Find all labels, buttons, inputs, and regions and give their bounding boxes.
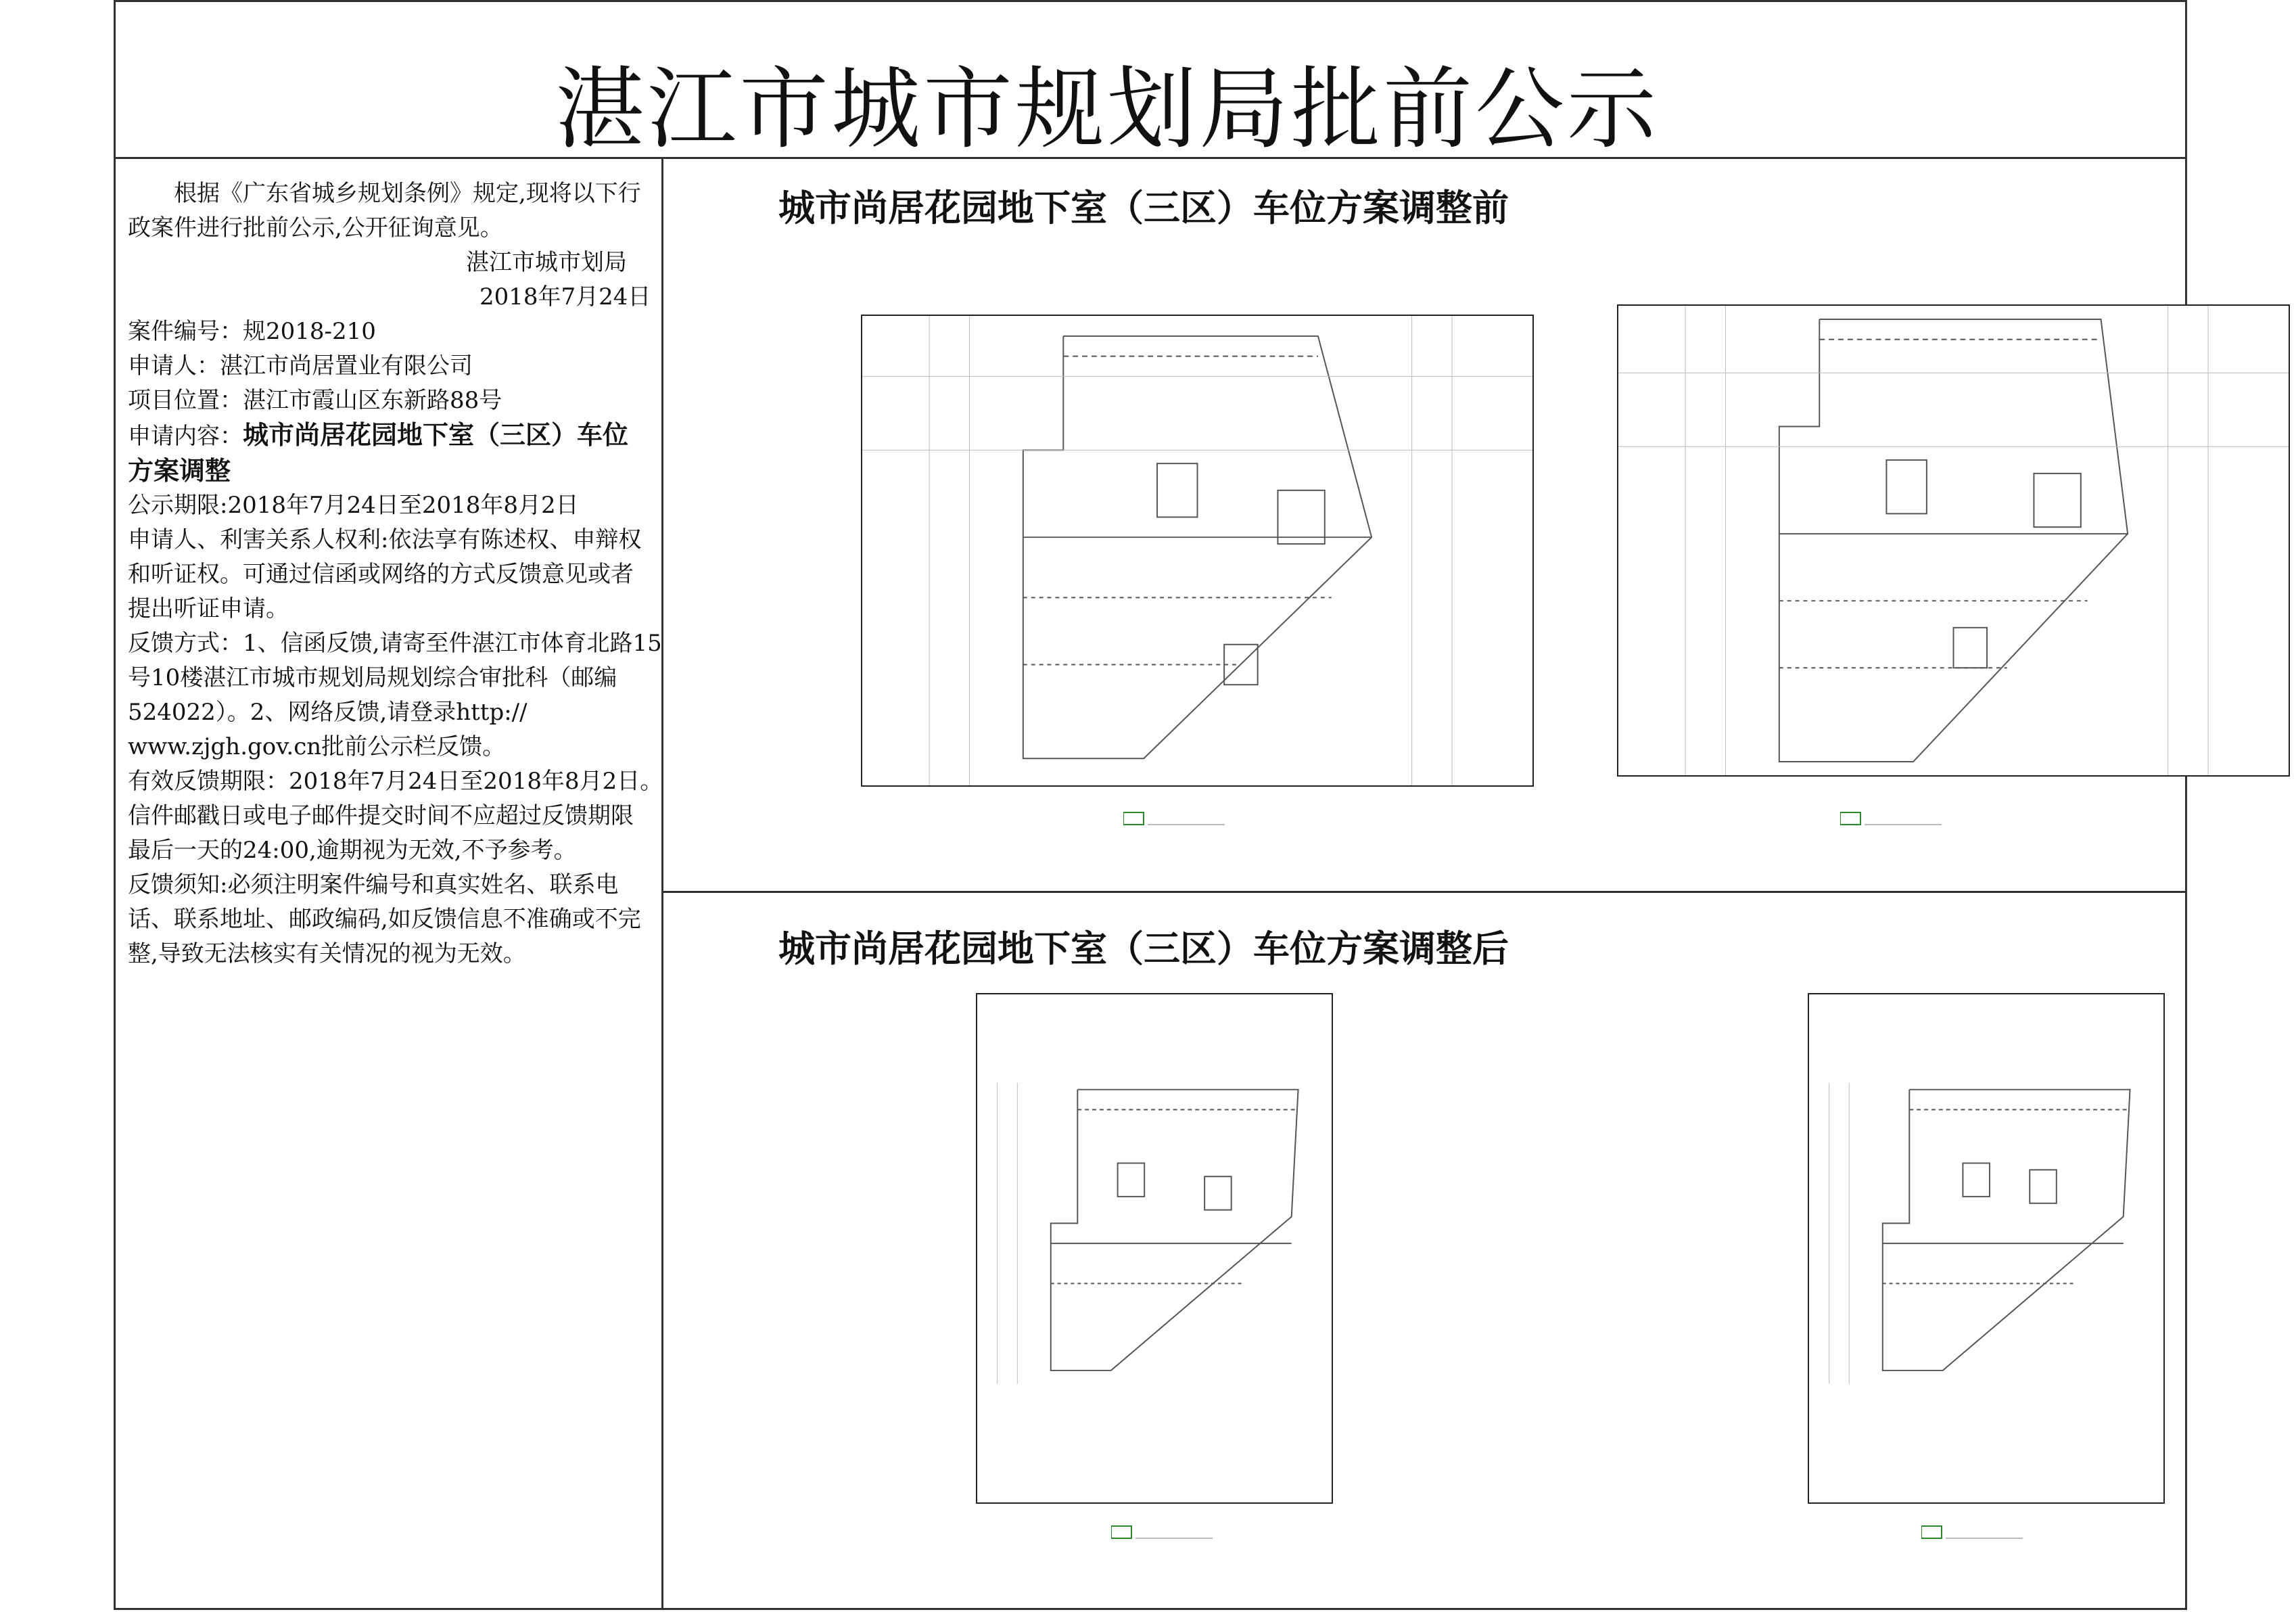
floor-plan-svg (1618, 306, 2289, 775)
before-title: 城市尚居花园地下室（三区）车位方案调整前 (778, 187, 1509, 229)
rights-line: 和听证权。可通过信函或网络的方式反馈意见或者 (128, 561, 634, 588)
applicant: 申请人：湛江市尚居置业有限公司 (128, 352, 473, 379)
plan-legend-mark-icon (1921, 1522, 2030, 1549)
intro-line: 根据《广东省城乡规划条例》规定,现将以下行 (174, 180, 641, 207)
feedback-notice-line: 反馈须知:必须注明案件编号和真实姓名、联系电 (128, 871, 619, 898)
rights-line: 申请人、利害关系人权利:依法享有陈述权、申辩权 (128, 526, 642, 553)
valid-period-line: 信件邮戳日或电子邮件提交时间不应超过反馈期限 (128, 802, 634, 829)
feedback-line: 524022）。2、网络反馈,请登录http:// (128, 699, 528, 726)
before-section (663, 159, 2185, 893)
floor-plan-drawing-icon (976, 993, 1333, 1504)
valid-period-line: 有效反馈期限：2018年7月24日至2018年8月2日。 (128, 768, 663, 795)
page-title: 湛江市城市规划局批前公示 (555, 57, 1659, 162)
after-title: 城市尚居花园地下室（三区）车位方案调整后 (778, 927, 1509, 970)
publicity-period: 公示期限:2018年7月24日至2018年8月2日 (128, 492, 579, 519)
plan-legend-mark-icon (1840, 808, 1948, 835)
floor-plan-drawing-icon (1617, 304, 2290, 777)
project-location: 项目位置：湛江市霞山区东新路88号 (128, 387, 502, 414)
issue-date: 2018年7月24日 (479, 283, 651, 310)
valid-period-line: 最后一天的24:00,逾期视为无效,不予参考。 (128, 837, 577, 864)
content-value-cont: 方案调整 (128, 456, 231, 486)
floor-plan-svg (1809, 994, 2163, 1502)
feedback-notice-line: 话、联系地址、邮政编码,如反馈信息不准确或不完 (128, 906, 641, 933)
floor-plan-svg (977, 994, 1332, 1502)
plan-legend-mark-icon (1123, 808, 1232, 835)
case-number: 案件编号：规2018-210 (128, 318, 376, 345)
floor-plan-svg (862, 316, 1532, 785)
feedback-notice-line: 整,导致无法核实有关情况的视为无效。 (128, 940, 526, 967)
floor-plan-drawing-icon (861, 315, 1534, 787)
content-label: 申请内容： (128, 423, 243, 450)
notice-text-panel (116, 159, 663, 1610)
application-content (128, 418, 661, 454)
rights-line: 提出听证申请。 (128, 595, 289, 622)
feedback-line: 反馈方式：1、信函反馈,请寄至件湛江市体育北路15 (128, 630, 662, 657)
content-value: 城市尚居花园地下室（三区）车位 (243, 420, 629, 450)
after-section (663, 893, 2185, 1610)
notice-board (114, 0, 2187, 1610)
feedback-url-line: www.zjgh.gov.cn批前公示栏反馈。 (128, 733, 506, 760)
feedback-line: 号10楼湛江市城市规划局规划综合审批科（邮编 (128, 664, 617, 691)
issuer: 湛江市城市划局 (466, 249, 627, 276)
plan-legend-mark-icon (1111, 1522, 1219, 1549)
title-row (116, 2, 2185, 162)
floor-plan-drawing-icon (1808, 993, 2165, 1504)
intro-line: 政案件进行批前公示,公开征询意见。 (128, 214, 503, 241)
